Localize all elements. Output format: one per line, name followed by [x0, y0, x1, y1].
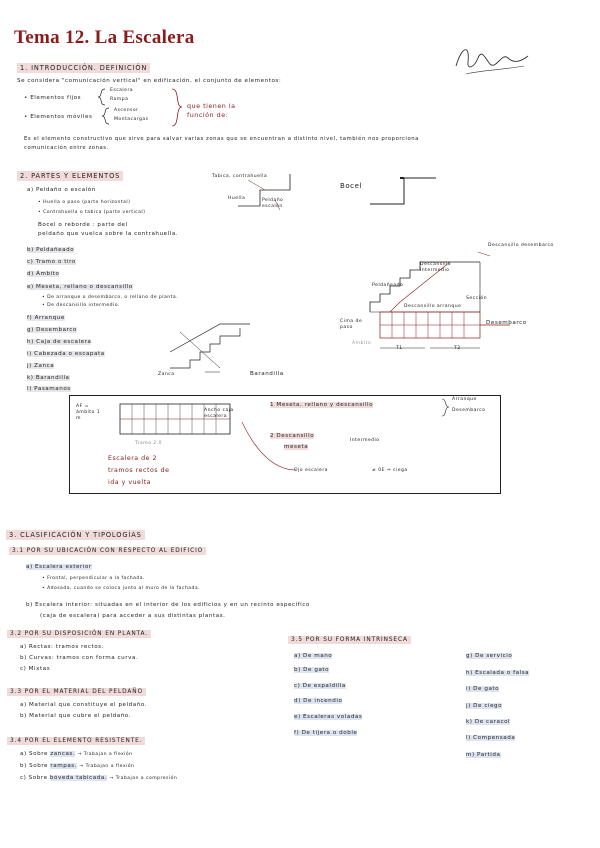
section-3-heading: 3. CLASIFICACIÓN Y TIPOLOGÍAS	[6, 530, 145, 540]
item-a-peldano: a) Peldaño o escalón	[27, 187, 96, 193]
mobile-elements-label: • Elementos móviles	[24, 114, 93, 120]
s31-a-sub-1: • Frontal, perpendicular a la fachada.	[42, 576, 145, 581]
s35-e: e) Escaleras voladas	[294, 714, 363, 720]
fixed-item-1: Escalera	[110, 88, 134, 93]
label-peldano: Peldaño escalón	[262, 198, 284, 209]
brace-fixed	[97, 88, 107, 106]
s34-a: a) Sobre zancas. → Trabajan a flexión	[20, 751, 133, 757]
item-e-sub-2: • De descansillo intermedio.	[42, 303, 120, 308]
s32-b: b) Curvas: tramos con forma curva.	[20, 655, 139, 661]
s34-b: b) Sobre rampas. → Trabajan a flexión	[20, 763, 135, 769]
item-j: j) Zanca	[27, 363, 55, 369]
s35-d: d) De incendio	[294, 698, 343, 704]
big-brace	[170, 88, 184, 128]
label-desembarco: Desembarco	[486, 320, 527, 326]
label-barandilla: Barandilla	[250, 371, 284, 377]
item-l: l) Pasamanos	[27, 386, 71, 392]
bocel-diagram	[360, 174, 440, 210]
box-tramo-label: Tramo 2.0	[135, 441, 162, 446]
box-item-1-right-2: Desembarco	[452, 408, 486, 413]
item-h: h) Caja de escalera	[27, 339, 92, 345]
label-tabica: Tabica, contrahuella	[212, 174, 268, 179]
box-caption-3: ida y vuelta	[108, 479, 152, 486]
item-f: f) Arranque	[27, 315, 65, 321]
definition-line-1: Es el elemento constructivo que sirve para salvar varias zonas que se encuentran a distinto nivel, también nos proporciona	[24, 136, 419, 142]
s35-c: c) De espaldilla	[294, 683, 346, 689]
box-item-2a: 2 Descansillo	[270, 433, 315, 439]
s35-k: k) De caracol	[466, 719, 511, 725]
mobile-item-2: Montacargas	[114, 117, 149, 122]
label-zanca: Zanca	[158, 372, 175, 377]
item-g: g) Desembarco	[27, 327, 77, 333]
label-seccion: Sección	[466, 296, 487, 301]
s32-heading: 3.2 POR SU DISPOSICIÓN EN PLANTA.	[7, 630, 151, 638]
s34-heading: 3.4 POR EL ELEMENTO RESISTENTE.	[7, 737, 145, 745]
s35-h: h) Escalada o falsa	[466, 670, 530, 676]
s31-b-1: b) Escalera interior: situadas en el interior de los edificios y en un recinto específico	[26, 602, 310, 608]
item-k: k) Barandilla	[27, 375, 70, 381]
label-huella: Huella	[228, 196, 246, 201]
zanca-diagram	[160, 322, 260, 382]
intro-text: Se considera "comunicación vertical" en edificación, el conjunto de elementos:	[17, 78, 282, 84]
item-d: d) Ámbito	[27, 271, 60, 277]
item-e: e) Meseta, rellano o descansillo	[27, 284, 133, 290]
definition-line-2: comunicación entre zonas.	[24, 145, 109, 151]
s33-b: b) Material que cubre el peldaño.	[20, 713, 132, 719]
brace-mobile	[101, 107, 111, 125]
label-descansillo-arranque: Descansillo arranque	[404, 304, 462, 309]
section-1-heading: 1. INTRODUCCIÓN. DEFINICIÓN	[17, 63, 150, 73]
s32-a: a) Rectas: tramos rectos.	[20, 644, 104, 650]
s35-g: g) De servicio	[466, 653, 513, 659]
label-bocel: Bocel	[340, 182, 362, 190]
box-item-1: 1 Meseta, rellano y descansillo	[270, 402, 374, 408]
bocel-def-2: peldaño que vuelca sobre la contrahuella.	[38, 231, 179, 237]
s34-c: c) Sobre bóveda tabicada. → Trabajan a compresión	[20, 775, 178, 781]
item-i: i) Cabezada o escapata	[27, 351, 105, 357]
s35-m: m) Partida	[466, 752, 501, 758]
item-e-sub-1: • De arranque o desembarco, o rellano de planta.	[42, 295, 179, 300]
item-b: b) Peldañeado	[27, 247, 75, 253]
s31-a-sub-2: • Adosada, cuando se coloca junto al muro de la fachada.	[42, 586, 201, 591]
s35-f: f) De tijera o doble	[294, 730, 358, 736]
item-a-sub-2: • Contrahuella o tabica (parte vertical)	[38, 210, 146, 215]
box-ambito-label: AF = ámbito 1 m	[76, 404, 101, 421]
item-a-sub-1: • Huella o paso (parte horizontal)	[38, 200, 131, 205]
brace-note-2: función de:	[187, 111, 229, 119]
label-ambito: Ámbito	[352, 341, 372, 346]
s31-a: a) Escalera exterior	[26, 564, 92, 570]
item-c: c) Tramo o tiro	[27, 259, 76, 265]
bocel-def-1: Bocel o reborde : parte del	[38, 222, 128, 228]
box-ojo-arrow	[240, 420, 300, 475]
signature-graphic	[452, 40, 532, 80]
s35-i: i) De gato	[466, 686, 500, 692]
label-cima-paso: Cima de paso	[340, 319, 363, 330]
fixed-elements-label: • Elementos fijos	[24, 95, 82, 101]
box-item-1-brace	[440, 398, 450, 418]
box-item-2b: meseta	[284, 444, 309, 450]
s35-l: l) Compensada	[466, 735, 516, 741]
brace-note-1: que tienen la	[187, 102, 236, 110]
box-caption-2: tramos rectos de	[108, 467, 170, 474]
s33-a: a) Material que constituye el peldaño.	[20, 702, 148, 708]
box-item-2-right: Intermedio	[350, 438, 380, 443]
label-t1: T1	[396, 346, 403, 351]
section-2-heading: 2. PARTES Y ELEMENTOS	[17, 171, 123, 181]
box-item-1-right-1: Arranque	[452, 397, 477, 402]
label-peldaneado: Peldañeado	[372, 283, 404, 288]
s35-b: b) De gato	[294, 667, 330, 673]
s31-b-2: (caja de escalera) para acceder a sus distintas plantas.	[40, 613, 226, 619]
fixed-item-2: Rampa	[110, 97, 129, 102]
mobile-item-1: Ascensor	[114, 108, 139, 113]
label-t2: T2	[454, 346, 461, 351]
box-caption-1: Escalera de 2	[108, 455, 158, 462]
s35-a: a) De mano	[294, 653, 333, 659]
s31-heading: 3.1 POR SU UBICACIÓN CON RESPECTO AL EDIFICIO	[9, 547, 206, 555]
box-ojo: Ojo escalera	[294, 468, 328, 473]
s32-c: c) Mixtas	[20, 666, 51, 672]
label-descansillo-desembarco: Descansillo desembarco	[488, 243, 554, 248]
box-ancho-label: Ancho caja escalera	[204, 408, 234, 419]
box-ojo-rule: ≠ 0E ⇒ ciega	[372, 468, 408, 473]
page-title: Tema 12. La Escalera	[14, 27, 195, 48]
s33-heading: 3.3 POR EL MATERIAL DEL PELDAÑO	[7, 688, 146, 696]
s35-j: j) De ciego	[466, 703, 503, 709]
label-descansillo-intermedio: Descansillo intermedio	[420, 262, 451, 273]
s35-heading: 3.5 POR SU FORMA INTRÍNSECA	[288, 636, 411, 644]
